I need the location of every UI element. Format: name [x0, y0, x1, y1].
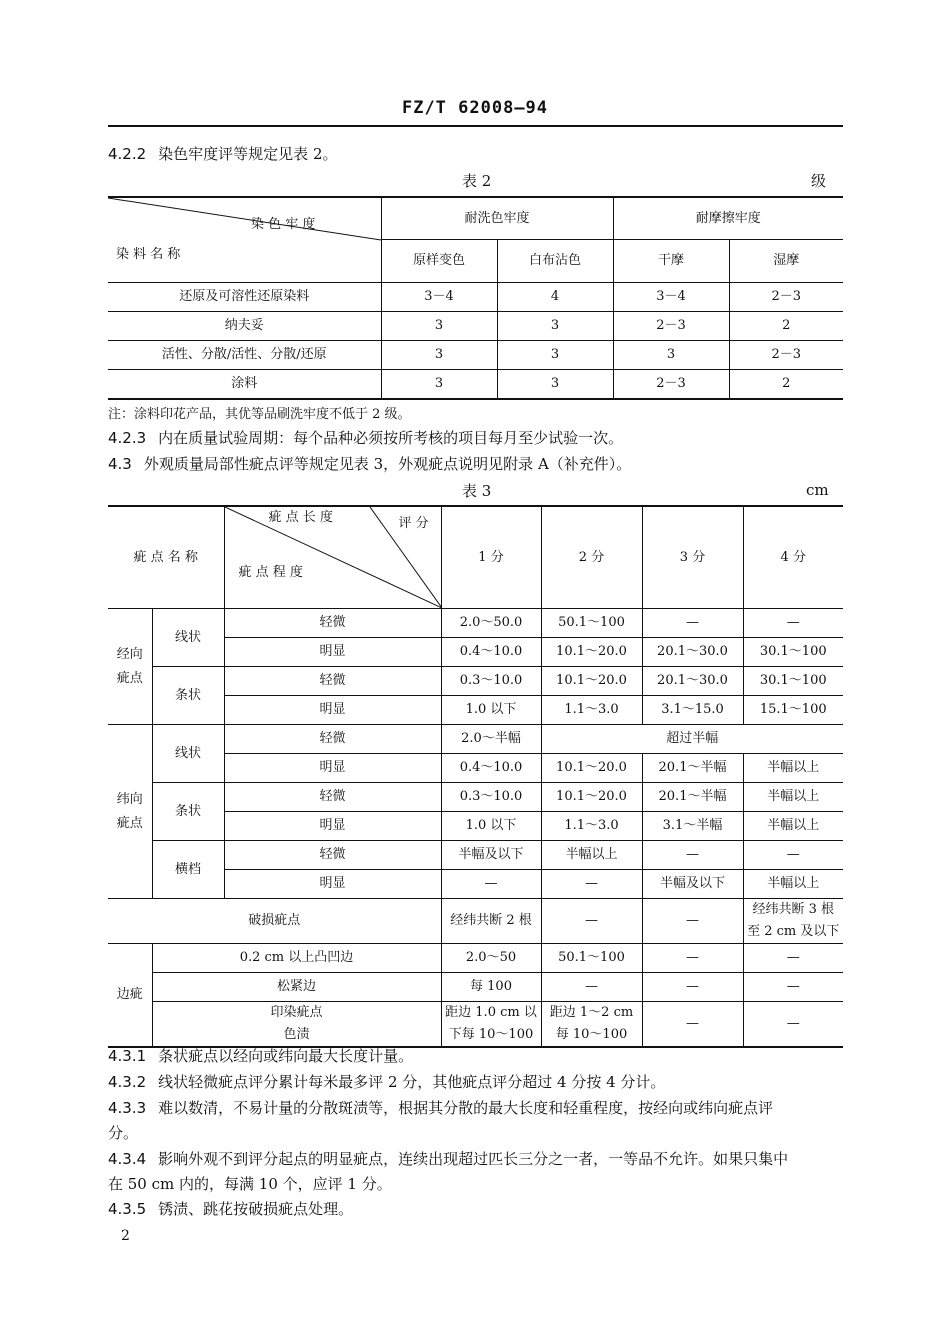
- score-line: 每 10～100: [555, 1027, 628, 1042]
- table-row: [108, 609, 843, 638]
- grade-cell: 3: [381, 370, 497, 399]
- score-cell: —: [743, 1002, 843, 1048]
- group-rub-fastness: 耐摩擦牢度: [613, 197, 843, 240]
- score-cell: 0.3～10.0: [441, 667, 541, 696]
- strip-label: 条状: [152, 667, 224, 725]
- grade-cell: 3: [497, 312, 613, 341]
- score-header: 4 分: [743, 506, 843, 609]
- score-cell: 50.1～100: [541, 944, 642, 973]
- score-cell: —: [743, 944, 843, 973]
- degree-slight: 轻微: [224, 783, 441, 812]
- degree-obvious: 明显: [224, 754, 441, 783]
- clause-4-3-3: [108, 1098, 773, 1118]
- score-line: 距边 1.0 cm 以: [445, 1005, 537, 1020]
- clause-4-3-5: [108, 1199, 353, 1219]
- score-line: 经纬共断 3 根: [752, 902, 835, 917]
- table-row: [108, 783, 843, 812]
- sub-header: 白布沾色: [497, 240, 613, 283]
- sub-header: 干摩: [613, 240, 729, 283]
- score-cell: —: [642, 1002, 743, 1048]
- score-cell: 20.1～30.0: [642, 638, 743, 667]
- clause-text: 锈渍、跳花按破损疵点处理。: [158, 1200, 354, 1218]
- clause-text: 内在质量试验周期：每个品种必须按所考核的项目每月至少试验一次。: [158, 429, 624, 447]
- table-row: [108, 944, 843, 973]
- grade-cell: 3－4: [613, 283, 729, 312]
- clause-text: 线状轻微疵点评分累计每米最多评 2 分，其他疵点评分超过 4 分按 4 分计。: [158, 1073, 666, 1091]
- defect-line: 色渍: [283, 1027, 310, 1042]
- score-cell: —: [642, 609, 743, 638]
- score-cell: 0.3～10.0: [441, 783, 541, 812]
- score-cell: —: [743, 973, 843, 1002]
- score-cell: —: [541, 973, 642, 1002]
- table-2: [108, 196, 843, 400]
- degree-slight: 轻微: [224, 667, 441, 696]
- degree-obvious: 明显: [224, 812, 441, 841]
- score-cell: 2.0～50.0: [441, 609, 541, 638]
- score-cell: 0.4～10.0: [441, 754, 541, 783]
- score-cell: —: [743, 841, 843, 870]
- table-row: [108, 667, 843, 696]
- score-cell: 10.1～20.0: [541, 667, 642, 696]
- grade-cell: 3－4: [381, 283, 497, 312]
- defect-line: 印染疵点: [270, 1005, 323, 1020]
- table-row: [108, 341, 843, 370]
- table-row: [108, 312, 843, 341]
- clause-4-2-3: [108, 428, 623, 448]
- sub-header: 湿摩: [729, 240, 843, 283]
- score-cell: 50.1～100: [541, 609, 642, 638]
- score-cell: 3.1～半幅: [642, 812, 743, 841]
- score-cell: 15.1～100: [743, 696, 843, 725]
- score-cell: —: [642, 899, 743, 944]
- clause-text: 条状疵点以经向或纬向最大长度计量。: [158, 1047, 414, 1065]
- clause-number: 4.3.4: [108, 1150, 147, 1168]
- table-row: [108, 283, 843, 312]
- score-cell: 10.1～20.0: [541, 638, 642, 667]
- score-cell: 20.1～30.0: [642, 667, 743, 696]
- degree-obvious: 明显: [224, 870, 441, 899]
- score-cell: 3.1～15.0: [642, 696, 743, 725]
- dye-name: 活性、分散/活性、分散/还原: [108, 341, 381, 370]
- score-cell: —: [541, 870, 642, 899]
- degree-obvious: 明显: [224, 696, 441, 725]
- table3-corner-cell: [224, 506, 441, 609]
- grade-cell: 3: [381, 341, 497, 370]
- edge-defect-name: 0.2 cm 以上凸凹边: [152, 944, 441, 973]
- score-cell: 30.1～100: [743, 638, 843, 667]
- score-cell: —: [743, 609, 843, 638]
- grade-cell: 2－3: [729, 283, 843, 312]
- score-cell: —: [642, 973, 743, 1002]
- edge-defect-name: 松紧边: [152, 973, 441, 1002]
- clause-4-3-4: [108, 1149, 788, 1169]
- edge-defect-label: 边疵: [108, 944, 152, 1048]
- score-cell: 1.1～3.0: [541, 696, 642, 725]
- score-cell: 半幅及以下: [441, 841, 541, 870]
- score-cell: 半幅以上: [743, 754, 843, 783]
- score-line: 至 2 cm 及以下: [747, 924, 840, 939]
- table-row: [108, 1002, 843, 1048]
- grade-cell: 4: [497, 283, 613, 312]
- grade-cell: 2－3: [729, 341, 843, 370]
- linear-label: 线状: [152, 609, 224, 667]
- corner-defect-degree: 疵 点 程 度: [238, 565, 303, 580]
- score-header: 3 分: [642, 506, 743, 609]
- warp-defect-label: 经向 疵点: [108, 609, 152, 725]
- score-cell: [541, 1002, 642, 1048]
- group-wash-fastness: 耐洗色牢度: [381, 197, 613, 240]
- score-cell: 30.1～100: [743, 667, 843, 696]
- header-rule: [108, 125, 843, 127]
- table3-caption: 表 3: [462, 482, 492, 500]
- clause-4-3-1: [108, 1046, 413, 1066]
- corner-header-fastness: 染 色 牢 度: [251, 217, 316, 232]
- dye-name: 纳夫妥: [108, 312, 381, 341]
- score-cell: —: [642, 841, 743, 870]
- score-cell: 超过半幅: [541, 725, 843, 754]
- grade-cell: 3: [613, 341, 729, 370]
- clause-text: 影响外观不到评分起点的明显疵点，连续出现超过匹长三分之一者，一等品不允许。如果只集中: [158, 1150, 789, 1168]
- grade-cell: 2－3: [613, 370, 729, 399]
- score-line: 下每 10～100: [448, 1027, 534, 1042]
- score-cell: 1.0 以下: [441, 696, 541, 725]
- table2-unit: 级: [811, 172, 827, 190]
- score-cell: 半幅以上: [743, 812, 843, 841]
- degree-slight: 轻微: [224, 725, 441, 754]
- sub-header: 原样变色: [381, 240, 497, 283]
- dye-name: 还原及可溶性还原染料: [108, 283, 381, 312]
- corner-header-dye-name: 染 料 名 称: [116, 247, 181, 262]
- degree-slight: 轻微: [224, 841, 441, 870]
- strip-label: 条状: [152, 783, 224, 841]
- score-line: 距边 1～2 cm: [549, 1005, 634, 1020]
- clause-number: 4.3.1: [108, 1047, 147, 1065]
- degree-obvious: 明显: [224, 638, 441, 667]
- weft-defect-label: 纬向 疵点: [108, 725, 152, 899]
- score-header: 1 分: [441, 506, 541, 609]
- table3-unit: cm: [806, 481, 829, 499]
- grade-cell: 3: [497, 370, 613, 399]
- clause-4-3-2: [108, 1072, 665, 1092]
- score-cell: 每 100: [441, 973, 541, 1002]
- score-cell: 2.0～半幅: [441, 725, 541, 754]
- score-cell: [441, 1002, 541, 1048]
- score-cell: 半幅及以下: [642, 870, 743, 899]
- table2-caption: 表 2: [462, 172, 492, 190]
- linear-label: 线状: [152, 725, 224, 783]
- table-row: [108, 370, 843, 399]
- grade-cell: 2－3: [613, 312, 729, 341]
- clause-number: 4.3.3: [108, 1099, 147, 1117]
- grade-cell: 2: [729, 370, 843, 399]
- table-row: [108, 841, 843, 870]
- score-cell: —: [541, 899, 642, 944]
- table-row: [108, 725, 843, 754]
- bar-label: 横档: [152, 841, 224, 899]
- score-cell: 20.1～半幅: [642, 783, 743, 812]
- clause-4-3: [108, 454, 631, 474]
- clause-number: 4.3.5: [108, 1200, 147, 1218]
- score-cell: 1.1～3.0: [541, 812, 642, 841]
- score-cell: [743, 899, 843, 944]
- clause-number: 4.2.3: [108, 429, 147, 447]
- corner-defect-name: 疵 点 名 称: [108, 506, 224, 609]
- grade-cell: 2: [729, 312, 843, 341]
- score-cell: 经纬共断 2 根: [441, 899, 541, 944]
- page-number: 2: [121, 1228, 130, 1244]
- diagonal-line: [108, 198, 381, 282]
- clause-4-3-4-cont: 在 50 cm 内的，每满 10 个，应评 1 分。: [108, 1175, 392, 1193]
- score-cell: 10.1～20.0: [541, 783, 642, 812]
- document-number: FZ/T 62008—94: [401, 98, 549, 118]
- score-cell: —: [441, 870, 541, 899]
- grade-cell: 3: [381, 312, 497, 341]
- dye-name: 涂料: [108, 370, 381, 399]
- grade-cell: 3: [497, 341, 613, 370]
- corner-defect-length: 疵 点 长 度: [268, 510, 333, 525]
- table2-corner-cell: [108, 197, 381, 283]
- score-cell: 半幅以上: [743, 783, 843, 812]
- score-cell: 10.1～20.0: [541, 754, 642, 783]
- edge-defect-name: [152, 1002, 441, 1048]
- score-cell: —: [642, 944, 743, 973]
- clause-number: 4.3.2: [108, 1073, 147, 1091]
- clause-number: 4.3: [108, 455, 132, 473]
- score-cell: 2.0～50: [441, 944, 541, 973]
- degree-slight: 轻微: [224, 609, 441, 638]
- clause-4-3-3-cont: 分。: [108, 1124, 139, 1142]
- table2-note: 注：涂料印花产品，其优等品刷洗牢度不低于 2 级。: [108, 407, 411, 422]
- table-row: [108, 899, 843, 944]
- score-cell: 半幅以上: [541, 841, 642, 870]
- clause-text: 染色牢度评等规定见表 2。: [158, 145, 338, 163]
- score-cell: 20.1～半幅: [642, 754, 743, 783]
- table-3: [108, 505, 843, 1048]
- damage-defect-label: 破损疵点: [108, 899, 441, 944]
- score-cell: 0.4～10.0: [441, 638, 541, 667]
- corner-score: 评 分: [398, 516, 429, 531]
- table-row: [108, 973, 843, 1002]
- score-header: 2 分: [541, 506, 642, 609]
- clause-4-2-2: [108, 144, 338, 164]
- clause-number: 4.2.2: [108, 145, 147, 163]
- score-cell: 1.0 以下: [441, 812, 541, 841]
- clause-text: 外观质量局部性疵点评等规定见表 3，外观疵点说明见附录 A（补充件）。: [143, 455, 632, 473]
- clause-text: 难以数清，不易计量的分散斑渍等，根据其分散的最大长度和轻重程度，按经向或纬向疵点评: [158, 1099, 774, 1117]
- score-cell: 半幅以上: [743, 870, 843, 899]
